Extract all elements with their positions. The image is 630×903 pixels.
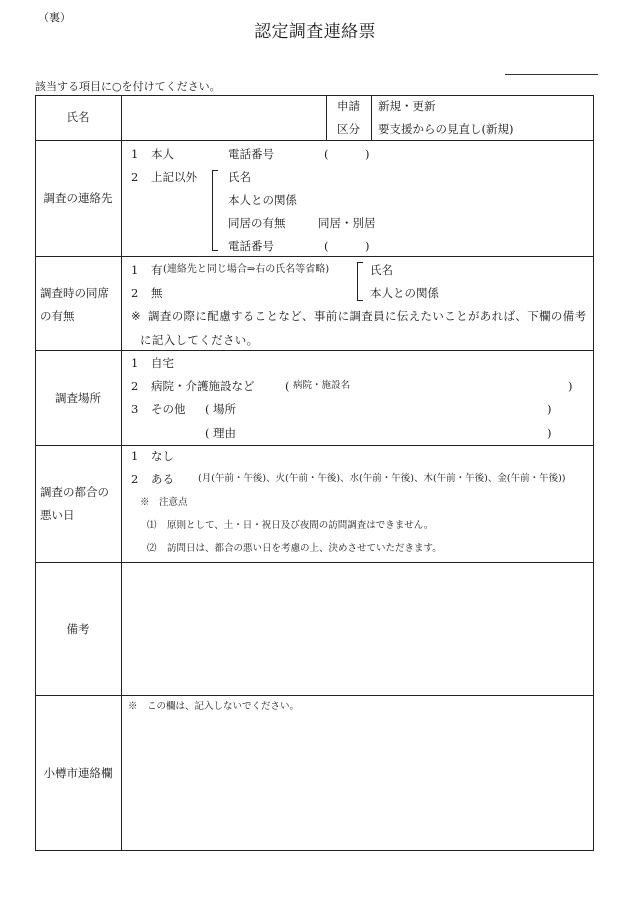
- contact-item-2-number: 2: [131, 170, 139, 184]
- contact-item-2-phone-paren-open: (: [324, 239, 329, 253]
- contact-item-2-phone-label: 電話番号: [228, 239, 274, 253]
- contact-item-1-phone-label: 電話番号: [228, 147, 274, 161]
- table-row-divider: [35, 445, 594, 446]
- unavailable-section-label-line-2: 悪い日: [40, 508, 75, 522]
- location-place-paren-open: (: [205, 402, 210, 416]
- location-reason-hint: 理由: [213, 426, 236, 440]
- attendance-bracket: [357, 262, 363, 301]
- applicant-name-label: 氏名: [66, 110, 90, 124]
- table-label-column-divider: [121, 95, 122, 851]
- location-place-paren-close: ): [547, 402, 552, 416]
- contact-item-2-label: 上記以外: [151, 170, 197, 184]
- unavailable-note-1-text: 原則として、土・日・祝日及び夜間の訪問調査はできません。: [167, 520, 434, 531]
- location-item-1-number: 1: [131, 356, 139, 370]
- contact-name-label: 氏名: [228, 170, 251, 184]
- attendance-item-2-number: 2: [131, 286, 139, 300]
- unavailable-note-2-text: 訪問日は、都合の悪い日を考慮の上、決めさせていただきます。: [167, 543, 442, 554]
- unavailable-section-label-line-1: 調査の都合の: [40, 485, 109, 499]
- contact-section-label: 調査の連絡先: [43, 191, 113, 205]
- location-item-2-paren-open: (: [285, 379, 290, 393]
- city-section-label: 小樽市連絡欄: [43, 766, 113, 780]
- attendance-section-label-line-1: 調査時の同席: [40, 286, 109, 300]
- attendance-section-label-line-2: の有無: [40, 309, 75, 323]
- location-item-3-label: その他: [151, 402, 186, 416]
- location-item-2-paren-close: ): [568, 379, 573, 393]
- table-row-divider: [35, 695, 594, 696]
- contact-cohabit-label: 同居の有無: [228, 216, 286, 230]
- table-category-divider-left: [326, 95, 327, 140]
- category-option-support-review: 要支援からの見直し(新規): [378, 122, 514, 136]
- unavailable-weekday-options: (月(午前・午後)、火(午前・午後)、水(午前・午後)、木(午前・午後)、金(午前・午後)): [198, 473, 566, 484]
- location-item-1-label: 自宅: [151, 356, 174, 370]
- attendance-notice-line-2: に記入してください。: [140, 333, 259, 347]
- contact-item-1-label: 本人: [151, 147, 174, 161]
- attendance-notice-mark: ※: [131, 309, 141, 323]
- attendance-notice-line-1: 調査の際に配慮することなど、事前に調査員に伝えたいことがあれば、下欄の備考: [148, 309, 587, 323]
- back-side-label: （裏）: [38, 11, 71, 24]
- attendance-relation-label: 本人との関係: [370, 286, 439, 300]
- header-underline: [505, 74, 598, 75]
- attendance-name-label: 氏名: [370, 263, 393, 277]
- contact-item-2-phone-paren-close: ): [365, 239, 370, 253]
- application-category-label-top: 申請: [337, 99, 360, 113]
- attendance-item-1-label: 有: [151, 263, 163, 277]
- contact-item-1-phone-paren-open: (: [324, 147, 329, 161]
- unavailable-item-1-label: なし: [151, 449, 174, 463]
- application-category-label-bottom: 区分: [337, 122, 360, 136]
- contact-item-2-bracket: [212, 170, 218, 251]
- location-place-hint: 場所: [213, 402, 236, 416]
- remarks-blank-area: [122, 563, 593, 694]
- contact-relation-label: 本人との関係: [228, 193, 297, 207]
- attendance-item-1-number: 1: [131, 263, 139, 277]
- category-option-new-renewal: 新規・更新: [378, 99, 436, 113]
- attendance-item-1-note: (連絡先と同じ場合⇒右の氏名等省略): [163, 264, 330, 275]
- unavailable-note-1-mark: ⑴: [147, 520, 157, 531]
- unavailable-item-2-label: ある: [151, 472, 174, 486]
- contact-cohabit-options: 同居・別居: [318, 216, 376, 230]
- table-row-divider: [35, 350, 594, 351]
- remarks-section-label: 備考: [66, 622, 90, 636]
- instruction-text: 該当する項目に○を付けてください。: [35, 80, 221, 93]
- contact-item-1-phone-paren-close: ): [365, 147, 370, 161]
- location-item-2-hint: 病院・施設名: [293, 380, 351, 391]
- location-section-label: 調査場所: [55, 391, 101, 405]
- location-item-2-label: 病院・介護施設など: [151, 379, 255, 393]
- location-reason-paren-open: (: [205, 426, 210, 440]
- table-row-divider: [35, 256, 594, 257]
- location-item-2-number: 2: [131, 379, 139, 393]
- unavailable-notes-title: ※ 注意点: [140, 497, 188, 508]
- location-item-3-number: 3: [131, 402, 139, 416]
- contact-item-1-number: 1: [131, 147, 139, 161]
- table-row-divider: [35, 140, 594, 141]
- unavailable-note-2-mark: ⑵: [147, 543, 157, 554]
- attendance-item-2-label: 無: [151, 286, 163, 300]
- table-category-divider-right: [371, 95, 372, 140]
- unavailable-item-1-number: 1: [131, 449, 139, 463]
- location-reason-paren-close: ): [547, 426, 552, 440]
- unavailable-item-2-number: 2: [131, 472, 139, 486]
- city-section-note: ※ この欄は、記入しないでください。: [128, 701, 300, 712]
- form-title: 認定調査連絡票: [254, 22, 376, 42]
